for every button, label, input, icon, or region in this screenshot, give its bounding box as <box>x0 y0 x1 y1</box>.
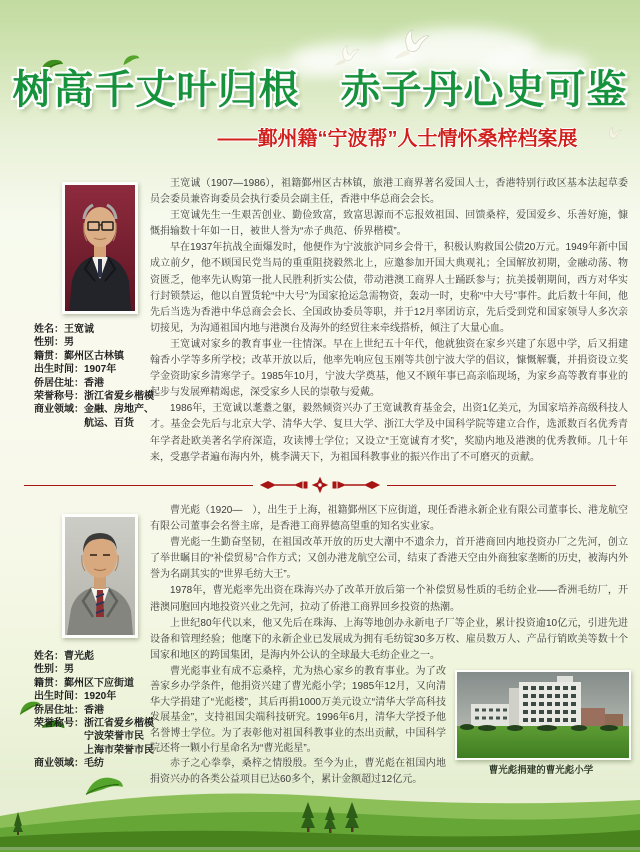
info-row: 出生时间：1907年 <box>34 364 117 376</box>
info-row: 姓名：王宽诚 <box>34 324 94 335</box>
bio-paragraph: 曹光彪事业有成不忘桑梓，尤为热心家乡的教育事业。为了改善家乡办学条件，他捐资兴建了曹光彪小学；1985年12月，又向清华大学捐建了“光彪楼”，其后再捐1000万美元设立“清华大学高科技发展基金”，支持祖国尖端科技研究。1996年6月，清华大学授予他名誉博士学位。为了表彰他对祖国科教事业的杰出贡献，中国科学院还将一颗小行星命名为“曹光彪星”。 <box>150 666 446 755</box>
poster-title: 树高千丈叶归根 赤子丹心史可鉴 <box>12 68 628 112</box>
divider-line <box>24 485 253 486</box>
section-divider <box>24 478 616 492</box>
bio-paragraph: 王宽诚（1907—1986），祖籍鄞州区古林镇，旅港工商界著名爱国人士，香港特别行政区基本法起草委员会委员兼咨询委员会执行委员会副主任，香港中华总商会会长。 <box>150 178 628 206</box>
info-row: 籍贯：鄞州区下应街道 <box>34 677 134 689</box>
bio-paragraph: 早在1937年抗战全面爆发时，他便作为宁波旅沪同乡会骨干，积极认购救国公债20万元。1949年新中国成立前夕，他不顾国民党当局的重重阻挠毅然北上，应邀参加开国大典观礼；全国解放初期，金融动荡、物资匮乏，他率先认购第一批人民胜利折实公债，带动港澳工商界人士踊跃参与；抗美援朝期间，西方对华实行封锁禁运，他以自置货轮“中大号”为国家抢运急需物资，轰动一时，史称“中大号”事件。此后数十年间，他先后当选为香港中华总商会会长、全国政协委员等职，并于12月率团访京，先后受到党和国家领导人多次亲切接见，为沟通祖国内地与港澳台及海外的经贸往来牵线搭桥，倾注了大量心血。 <box>150 242 628 334</box>
info-row: 性别：男 <box>34 664 74 676</box>
dove-icon <box>388 28 430 62</box>
wang-info-list <box>34 323 154 430</box>
cao-info-list <box>34 650 154 771</box>
info-row: 荣誉称号：浙江省爱乡楷模 <box>34 391 154 403</box>
info-row: 荣誉称号：浙江省爱乡楷模 <box>34 718 154 730</box>
bio-paragraph: 1986年，王宽诚以耄耋之躯，毅然倾资兴办了王宽诚教育基金会，出资1亿美元，为国家培养高级科技人才。基金会先后与北京大学、清华大学、复旦大学、浙江大学及中国科学院等建立合作，选派数百名优秀青年学者赴欧美著名学府深造，攻读博士学位；又设立“王宽诚育才奖”，奖励内地及港澳的优秀教师。几十年来，受惠学者遍布海内外，桃李满天下，为祖国科教事业的振兴作出了不可磨灭的贡献。 <box>150 403 628 463</box>
wang-biography <box>150 176 628 468</box>
bio-paragraph: 曹光彪一生勤奋坚韧，在祖国改革开放的历史大潮中不遗余力，首开港商回内地投资办厂之先河，创立了举世瞩目的“补偿贸易”合作方式；又创办港龙航空公司，结束了香港天空由外商独家垄断的历史，被海内外誉为名副其实的“世界毛纺大王”。 <box>150 537 628 581</box>
info-row: 出生时间：1920年 <box>34 691 117 703</box>
bio-paragraph: 上世纪80年代以来，他又先后在珠海、上海等地创办永新电子厂等企业，累计投资逾10亿元，引进先进设备和管理经验；他麾下的永新企业已发展成为拥有毛纺锭30多万枚、雇员数万人、产品行销欧美等数十个国家和地区的跨国集团，是海内外公认的全球最大毛纺企业之一。 <box>150 617 628 661</box>
bio-paragraph: 赤子之心拳拳，桑梓之情殷殷。至今为止，曹光彪在祖国内地捐资兴办的各类公益项目已达60多个，累计金额超过12亿元。 <box>150 758 446 785</box>
school-building-photo <box>455 670 631 760</box>
portrait-photo-cao <box>62 514 138 638</box>
cao-biography-top <box>150 503 628 663</box>
info-row: 商业领域：毛纺 <box>34 758 104 770</box>
bio-paragraph: 1978年，曹光彪率先出资在珠海兴办了改革开放后第一个补偿贸易性质的毛纺企业——香洲毛纺厂，开港澳同胞回内地投资兴业之先河，拉动了侨港工商界回乡投资的热潮。 <box>150 585 628 613</box>
cao-biography-bottom <box>150 664 446 792</box>
info-row: 籍贯：鄞州区古林镇 <box>34 350 124 362</box>
divider-ornament-icon <box>255 477 385 493</box>
portrait-photo-wang <box>62 182 138 314</box>
bio-paragraph: 王宽诚先生一生艰苦创业、勤俭致富，致富思源而不忘报效祖国、回馈桑梓，爱国爱乡、乐善好施，慷慨捐输数十年如一日，被世人誉为“赤子典范、侨界楷模”。 <box>150 210 628 238</box>
info-row: 侨居住址：香港 <box>34 377 104 389</box>
info-row: 姓名：曹光彪 <box>34 651 94 662</box>
bio-paragraph: 曹光彪（1920— ），出生于上海，祖籍鄞州区下应街道，现任香港永新企业有限公司董事长、港龙航空有限公司董事会名誉主席，是香港工商界德高望重的知名实业家。 <box>150 505 628 533</box>
school-photo-caption: 曹光彪捐建的曹光彪小学 <box>488 765 594 776</box>
info-row-continuation: 宁波荣誉市民 <box>84 731 144 743</box>
info-row: 商业领域：金融、房地产、航运、百货 <box>34 404 154 429</box>
info-row: 性别：男 <box>34 337 74 349</box>
poster-subtitle: ——鄞州籍“宁波帮”人士情怀桑梓档案展 <box>217 128 578 150</box>
info-row-continuation: 上海市荣誉市民 <box>84 744 154 756</box>
divider-line <box>387 485 616 486</box>
bio-paragraph: 王宽诚对家乡的教育事业一往情深。早在上世纪五十年代，他就独资在家乡兴建了东恩中学，后又捐建翰香小学等多所学校；改革开放以后，他率先响应包玉刚等共创宁波大学的倡议，慷慨解囊，并捐资设立奖学金资助家乡清寒学子。1985年10月，宁波大学奠基，他又不顾年事已高亲临现场，为家乡高等教育事业的起步与发展殚精竭虑，深受家乡人民的崇敬与爱戴。 <box>150 338 628 399</box>
info-row: 侨居住址：香港 <box>34 704 104 716</box>
